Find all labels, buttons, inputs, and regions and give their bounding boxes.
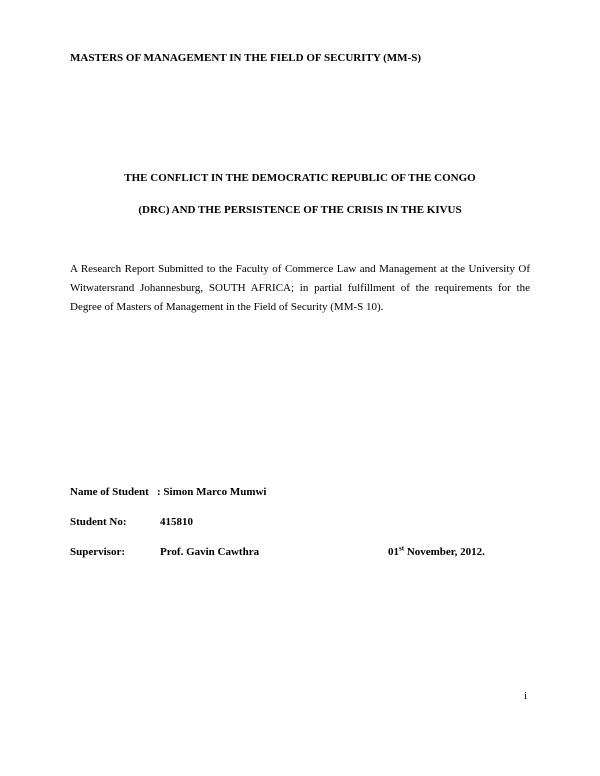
supervisor-label: Supervisor: <box>70 546 125 558</box>
student-number-label: Student No: <box>70 516 127 528</box>
student-name-row <box>70 485 530 500</box>
page-number: i <box>524 690 528 702</box>
date-rest: November, 2012. <box>404 546 485 558</box>
supervisor-value: Prof. Gavin Cawthra <box>160 546 260 558</box>
student-number-value: 415810 <box>160 516 193 528</box>
submission-date <box>388 545 485 560</box>
date-day: 01 <box>388 546 399 558</box>
supervisor-row <box>70 545 530 560</box>
abstract-paragraph: A Research Report Submitted to the Faculty of Commerce Law and Management at the University Of Witwatersrand Johannesburg, SOUTH AFRICA; in partial fulfillment of the requirements for the Degree of Masters of Management in the Field of Security (MM-S 10). <box>70 263 530 313</box>
date-ordinal-suffix: st <box>399 544 405 553</box>
program-heading: MASTERS OF MANAGEMENT IN THE FIELD OF SECURITY (MM-S) <box>70 52 422 64</box>
student-name-value: : Simon Marco Mumwi <box>157 486 267 498</box>
student-name-label: Name of Student <box>70 486 149 498</box>
student-number-row <box>70 515 530 530</box>
title-line-1: THE CONFLICT IN THE DEMOCRATIC REPUBLIC OF THE CONGO <box>124 172 476 184</box>
title-line-2: (DRC) AND THE PERSISTENCE OF THE CRISIS IN THE KIVUS <box>138 204 462 216</box>
